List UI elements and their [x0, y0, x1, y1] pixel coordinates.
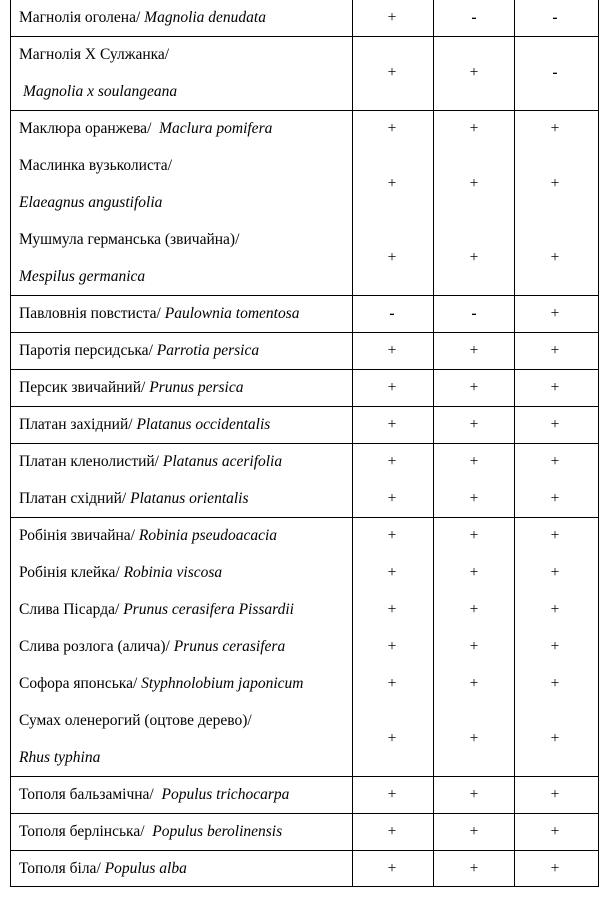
- presence-mark: +: [550, 341, 560, 359]
- species-cell: [19, 564, 222, 582]
- table-row-line: [11, 702, 598, 739]
- presence-mark: +: [550, 822, 560, 840]
- presence-mark: +: [469, 674, 479, 692]
- presence-mark: +: [387, 378, 397, 396]
- species-cell: [19, 638, 285, 656]
- species-cell: [19, 157, 172, 175]
- presence-mark: -: [471, 8, 477, 26]
- presence-mark: +: [550, 526, 560, 544]
- species-cell: [19, 749, 100, 767]
- table-row-line: [11, 665, 598, 702]
- species-cell: [19, 416, 270, 434]
- species-name-uk: Платан західний/: [19, 415, 137, 433]
- species-name-uk: Слива Пісарда/: [19, 600, 124, 618]
- species-name-uk: Софора японська/: [19, 674, 142, 692]
- presence-mark: +: [469, 452, 479, 470]
- species-name-latin: Maclura pomifera: [159, 119, 273, 137]
- species-name-latin: Styphnolobium japonicum: [141, 674, 304, 692]
- species-name-latin: Populus berolinensis: [152, 822, 283, 840]
- presence-mark: -: [552, 8, 558, 26]
- presence-mark: +: [387, 785, 397, 803]
- species-name-uk: Слива розлога (алича)/: [19, 637, 174, 655]
- presence-mark: +: [469, 415, 479, 433]
- species-name-latin: Prunus cerasifera Pissardii: [123, 600, 294, 618]
- presence-mark: +: [387, 563, 397, 581]
- species-name-uk: Тополя берлінська/: [19, 822, 153, 840]
- presence-mark: +: [469, 785, 479, 803]
- presence-mark: +: [469, 119, 479, 137]
- presence-mark: +: [469, 637, 479, 655]
- species-cell: [19, 268, 145, 286]
- species-name-latin: Populus alba: [104, 859, 187, 877]
- presence-mark: +: [469, 859, 479, 877]
- species-name-uk: Маклюра оранжева/: [19, 119, 160, 137]
- species-name-latin: Rhus typhina: [19, 748, 101, 766]
- species-name-latin: Mespilus germanica: [19, 267, 146, 285]
- presence-mark: +: [550, 415, 560, 433]
- species-name-uk: Сумах оленерогий (оцтове дерево)/: [19, 711, 252, 729]
- species-cell: [19, 601, 294, 619]
- presence-mark: +: [550, 489, 560, 507]
- species-cell: [19, 675, 303, 693]
- table-row-line: [11, 73, 598, 110]
- presence-mark: +: [469, 600, 479, 618]
- species-table: [10, 0, 599, 887]
- species-cell: [19, 120, 272, 138]
- presence-mark: +: [550, 674, 560, 692]
- presence-mark: +: [550, 119, 560, 137]
- presence-mark: -: [471, 304, 477, 322]
- species-name-latin: Platanus orientalis: [130, 489, 249, 507]
- presence-mark: +: [387, 859, 397, 877]
- species-name-latin: Parrotia persica: [156, 341, 260, 359]
- species-name-latin: Elaeagnus angustifolia: [19, 193, 163, 211]
- presence-mark: +: [550, 730, 560, 747]
- species-name-uk: Магнолія Х Сулжанка/: [19, 45, 170, 63]
- presence-mark: +: [469, 249, 479, 266]
- presence-mark: +: [550, 859, 560, 877]
- presence-mark: +: [387, 8, 397, 26]
- species-name-uk: Тополя біла/: [19, 859, 105, 877]
- presence-mark: +: [550, 304, 560, 322]
- table-row-line: [11, 110, 598, 147]
- table-row-line: [11, 369, 598, 406]
- table-row-line: [11, 591, 598, 628]
- species-name-uk: Робінія звичайна/: [19, 526, 139, 544]
- species-name-latin: Platanus occidentalis: [136, 415, 271, 433]
- presence-mark: +: [387, 822, 397, 840]
- species-cell: [19, 342, 259, 360]
- presence-mark: +: [469, 341, 479, 359]
- table-row-line: [11, 517, 598, 554]
- presence-mark: +: [387, 600, 397, 618]
- table-row-line: [11, 443, 598, 480]
- species-name-latin: Platanus acerifolia: [162, 452, 283, 470]
- species-name-latin: Populus trichocarpa: [161, 785, 290, 803]
- table-row-line: [11, 554, 598, 591]
- species-name-uk: Мушмула германська (звичайна)/: [19, 230, 240, 248]
- table-row-line: [11, 628, 598, 665]
- species-name-latin: Magnolia x soulangeana: [23, 82, 178, 100]
- presence-mark: +: [469, 378, 479, 396]
- presence-mark: +: [387, 730, 397, 747]
- table-row-line: [11, 850, 598, 887]
- presence-mark: +: [469, 563, 479, 581]
- table-row-line: [11, 184, 598, 221]
- species-name-uk: Паротія персидська/: [19, 341, 157, 359]
- presence-mark: +: [387, 64, 397, 81]
- species-name-latin: Prunus cerasifera: [173, 637, 286, 655]
- species-cell: [19, 9, 266, 27]
- table-row-line: [11, 147, 598, 184]
- presence-mark: +: [469, 489, 479, 507]
- species-cell: [19, 527, 277, 545]
- species-name-latin: Robinia viscosa: [123, 563, 223, 581]
- species-cell: [19, 823, 282, 841]
- presence-mark: +: [469, 822, 479, 840]
- species-name-uk: Магнолія оголена/: [19, 8, 145, 26]
- species-cell: [19, 453, 282, 471]
- species-name-uk: Платан кленолистий/: [19, 452, 163, 470]
- presence-mark: +: [387, 249, 397, 266]
- species-cell: [19, 83, 177, 101]
- presence-mark: +: [387, 526, 397, 544]
- presence-mark: +: [550, 785, 560, 803]
- species-name-uk: Павловнія повстиста/: [19, 304, 165, 322]
- presence-mark: +: [387, 119, 397, 137]
- presence-mark: +: [469, 175, 479, 192]
- species-cell: [19, 712, 252, 730]
- presence-mark: +: [550, 600, 560, 618]
- presence-mark: +: [387, 489, 397, 507]
- species-name-uk: Тополя бальзамічна/: [19, 785, 162, 803]
- presence-mark: +: [550, 378, 560, 396]
- species-cell: [19, 46, 169, 64]
- species-cell: [19, 231, 239, 249]
- table-row-line: [11, 739, 598, 776]
- presence-mark: +: [469, 64, 479, 81]
- species-name-latin: Prunus persica: [149, 378, 244, 396]
- table-row-line: [11, 0, 598, 36]
- presence-mark: +: [550, 175, 560, 192]
- presence-mark: -: [389, 304, 395, 322]
- table-row-line: [11, 258, 598, 295]
- species-name-latin: Paulownia tomentosa: [164, 304, 300, 322]
- presence-mark: -: [552, 64, 558, 81]
- table-row-line: [11, 813, 598, 850]
- species-name-latin: Robinia pseudoacacia: [138, 526, 278, 544]
- species-cell: [19, 379, 243, 397]
- presence-mark: +: [550, 249, 560, 266]
- species-name-uk: Робінія клейка/: [19, 563, 124, 581]
- table-row-line: [11, 221, 598, 258]
- species-cell: [19, 490, 249, 508]
- presence-mark: +: [550, 563, 560, 581]
- presence-mark: +: [550, 452, 560, 470]
- table-row-line: [11, 776, 598, 813]
- presence-mark: +: [387, 674, 397, 692]
- presence-mark: +: [387, 452, 397, 470]
- species-name-latin: Magnolia denudata: [144, 8, 266, 26]
- presence-mark: +: [387, 175, 397, 192]
- presence-mark: +: [387, 415, 397, 433]
- species-name-uk: Маслинка вузьколиста/: [19, 156, 172, 174]
- table-row-line: [11, 480, 598, 517]
- presence-mark: +: [387, 637, 397, 655]
- species-name-uk: Платан східний/: [19, 489, 131, 507]
- table-row-line: [11, 295, 598, 332]
- presence-mark: +: [550, 637, 560, 655]
- presence-mark: +: [387, 341, 397, 359]
- species-cell: [19, 305, 300, 323]
- presence-mark: +: [469, 730, 479, 747]
- species-name-uk: Персик звичайний/: [19, 378, 150, 396]
- species-cell: [19, 786, 289, 804]
- presence-mark: +: [469, 526, 479, 544]
- species-cell: [19, 194, 162, 212]
- table-row-line: [11, 36, 598, 73]
- table-row-line: [11, 406, 598, 443]
- table-row-line: [11, 332, 598, 369]
- species-cell: [19, 860, 187, 878]
